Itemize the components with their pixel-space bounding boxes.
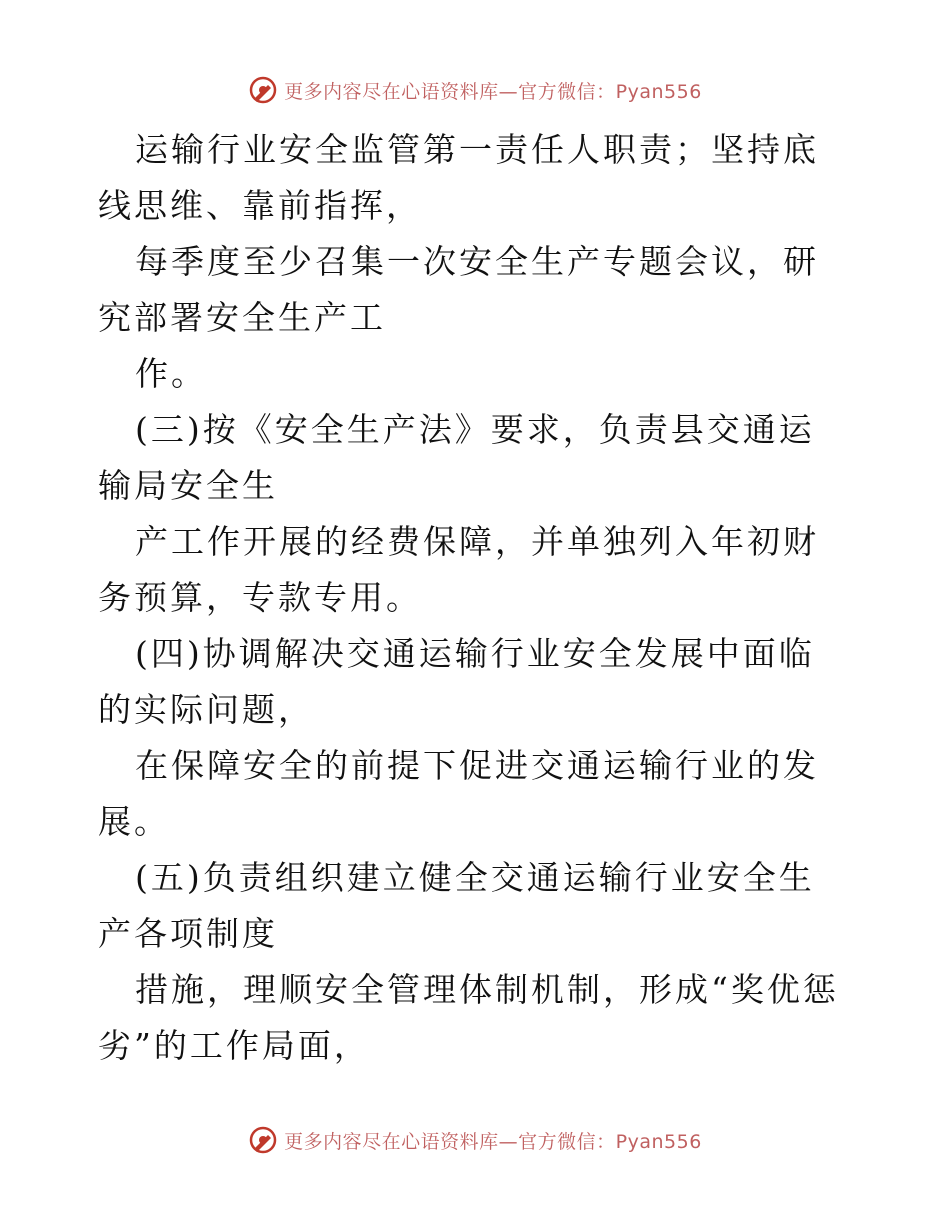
document-body bbox=[98, 122, 850, 1074]
footer-banner bbox=[0, 1120, 950, 1160]
paragraph: 每季度至少召集一次安全生产专题会议，研究部署安全生产工 bbox=[98, 242, 819, 337]
footer-banner-text: 更多内容尽在心语资料库—官方微信：Pyan556 bbox=[284, 1130, 702, 1153]
pen-logo-icon bbox=[248, 75, 278, 105]
paragraph: (五)负责组织建立健全交通运输行业安全生产各项制度 bbox=[98, 858, 815, 953]
header-banner bbox=[0, 70, 950, 110]
header-banner-text: 更多内容尽在心语资料库—官方微信：Pyan556 bbox=[284, 80, 702, 103]
paragraph: (四)协调解决交通运输行业安全发展中面临的实际问题， bbox=[98, 634, 815, 729]
pen-logo-icon bbox=[248, 1125, 278, 1155]
paragraph: 产工作开展的经费保障，并单独列入年初财务预算，专款专用。 bbox=[98, 522, 819, 617]
paragraph: 作。 bbox=[135, 354, 207, 393]
paragraph: (三)按《安全生产法》要求，负责县交通运输局安全生 bbox=[98, 410, 815, 505]
paragraph: 在保障安全的前提下促进交通运输行业的发展。 bbox=[98, 746, 819, 841]
paragraph: 运输行业安全监管第一责任人职责；坚持底线思维、靠前指挥， bbox=[98, 130, 819, 225]
paragraph: 措施，理顺安全管理体制机制，形成“奖优惩劣”的工作局面， bbox=[98, 970, 839, 1065]
